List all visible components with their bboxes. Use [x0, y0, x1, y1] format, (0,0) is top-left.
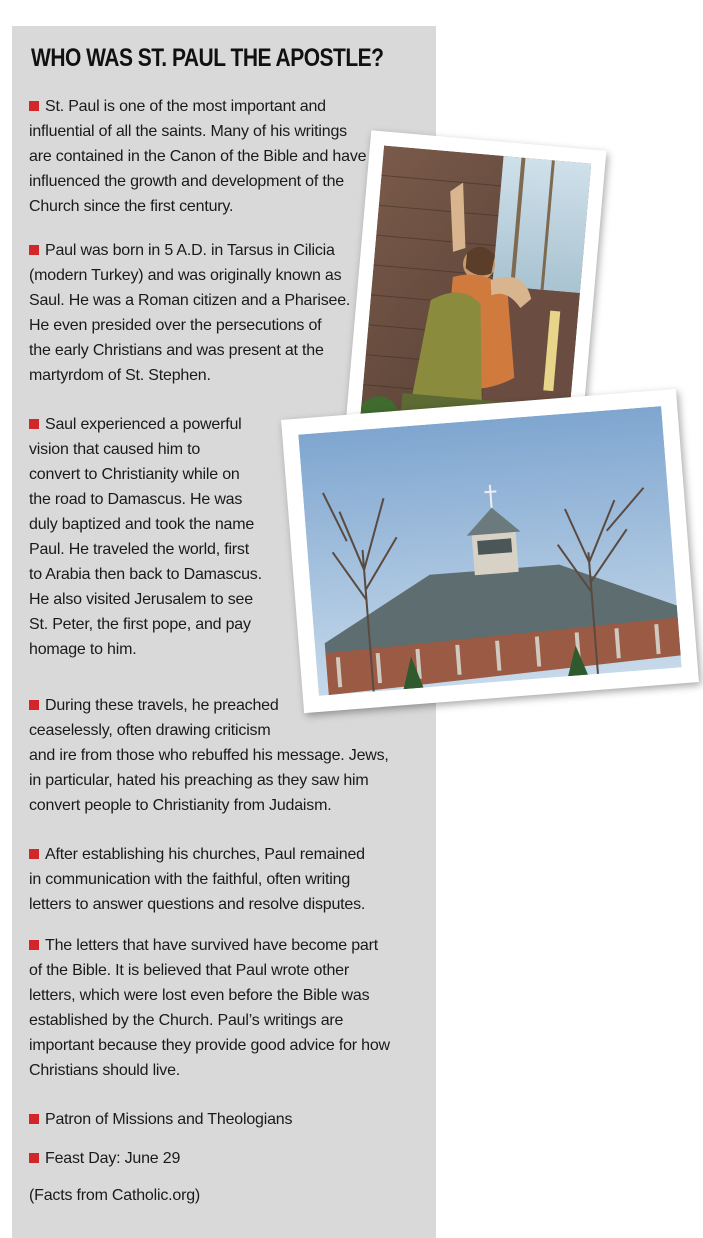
paragraph-line — [29, 363, 350, 388]
paragraph-line — [29, 462, 262, 487]
red-square-bullet-icon — [29, 1153, 39, 1163]
paragraph-line — [29, 892, 365, 917]
paragraph-text: in communication with the faithful, often writing — [29, 871, 351, 888]
paragraph-6 — [29, 933, 390, 1083]
paragraph-text: important because they provide good advice for how — [29, 1037, 390, 1054]
paragraph-text: established by the Church. Paul’s writings are — [29, 1012, 344, 1029]
paragraph-text: He also visited Jerusalem to see — [29, 591, 253, 608]
paragraph-9 — [29, 1183, 200, 1208]
paragraph-line — [29, 562, 262, 587]
red-square-bullet-icon — [29, 849, 39, 859]
paragraph-text: martyrdom of St. Stephen. — [29, 367, 211, 384]
paragraph-text: ceaselessly, often drawing criticism — [29, 722, 271, 739]
paragraph-line — [29, 1146, 180, 1171]
paragraph-4 — [29, 693, 389, 818]
red-square-bullet-icon — [29, 940, 39, 950]
paragraph-line — [29, 437, 262, 462]
paragraph-text: (modern Turkey) and was originally known as — [29, 267, 342, 284]
red-square-bullet-icon — [29, 101, 39, 111]
paragraph-text: Paul was born in 5 A.D. in Tarsus in Cilicia — [45, 242, 335, 259]
church-image — [298, 406, 681, 696]
paragraph-line — [29, 119, 366, 144]
paragraph-line — [29, 263, 350, 288]
paragraph-line — [29, 842, 365, 867]
paragraph-line — [29, 238, 350, 263]
paragraph-line — [29, 1058, 390, 1083]
paragraph-text: duly baptized and took the name — [29, 516, 255, 533]
paragraph-text: to Arabia then back to Damascus. — [29, 566, 262, 583]
article-title: WHO WAS ST. PAUL THE APOSTLE? — [31, 44, 384, 72]
paragraph-text: Saul experienced a powerful — [45, 416, 242, 433]
paragraph-text: During these travels, he preached — [45, 697, 279, 714]
paragraph-line — [29, 958, 390, 983]
paragraph-text: Saul. He was a Roman citizen and a Pharisee. — [29, 292, 351, 309]
paragraph-text: and ire from those who rebuffed his message. Jews, — [29, 747, 389, 764]
paragraph-line — [29, 313, 350, 338]
paragraph-text: the road to Damascus. He was — [29, 491, 243, 508]
paragraph-1 — [29, 94, 366, 219]
paragraph-line — [29, 933, 390, 958]
paragraph-text: Paul. He traveled the world, first — [29, 541, 249, 558]
paragraph-text: Christians should live. — [29, 1062, 181, 1079]
paragraph-5 — [29, 842, 365, 917]
red-square-bullet-icon — [29, 1114, 39, 1124]
paragraph-text: Church since the first century. — [29, 198, 234, 215]
paragraph-text: homage to him. — [29, 641, 137, 658]
paragraph-text: St. Peter, the first pope, and pay — [29, 616, 251, 633]
red-square-bullet-icon — [29, 419, 39, 429]
paragraph-text: (Facts from Catholic.org) — [29, 1187, 201, 1204]
paragraph-line — [29, 743, 389, 768]
paragraph-line — [29, 867, 365, 892]
paragraph-7 — [29, 1107, 292, 1132]
paragraph-line — [29, 793, 389, 818]
paragraph-text: influenced the growth and development of the — [29, 173, 344, 190]
paragraph-text: of the Bible. It is believed that Paul wrote other — [29, 962, 349, 979]
paragraph-line — [29, 537, 262, 562]
paragraph-line — [29, 94, 366, 119]
paragraph-text: letters, which were lost even before the Bible was — [29, 987, 370, 1004]
church-photo — [281, 389, 699, 713]
paragraph-line — [29, 1033, 390, 1058]
paragraph-line — [29, 512, 262, 537]
paragraph-line — [29, 637, 262, 662]
paragraph-line — [29, 612, 262, 637]
paragraph-line — [29, 1107, 292, 1132]
red-square-bullet-icon — [29, 245, 39, 255]
paragraph-text: influential of all the saints. Many of his writings — [29, 123, 347, 140]
paragraph-line — [29, 1008, 390, 1033]
paragraph-line — [29, 338, 350, 363]
paragraph-line — [29, 288, 350, 313]
paragraph-line — [29, 412, 262, 437]
paragraph-text: After establishing his churches, Paul remained — [45, 846, 365, 863]
paragraph-text: in particular, hated his preaching as they saw him — [29, 772, 369, 789]
paragraph-line — [29, 194, 366, 219]
paragraph-line — [29, 718, 389, 743]
paragraph-text: convert people to Christianity from Judaism. — [29, 797, 332, 814]
red-square-bullet-icon — [29, 700, 39, 710]
paragraph-line — [29, 169, 366, 194]
paragraph-text: He even presided over the persecutions of — [29, 317, 322, 334]
paragraph-3 — [29, 412, 262, 662]
paragraph-text: Patron of Missions and Theologians — [45, 1111, 293, 1128]
paragraph-8 — [29, 1146, 180, 1171]
paragraph-line — [29, 487, 262, 512]
paragraph-line — [29, 587, 262, 612]
paragraph-text: The letters that have survived have become part — [45, 937, 379, 954]
paragraph-line — [29, 768, 389, 793]
paragraph-text: St. Paul is one of the most important and — [45, 98, 326, 115]
paragraph-text: vision that caused him to — [29, 441, 201, 458]
paragraph-text: the early Christians and was present at the — [29, 342, 324, 359]
paragraph-line — [29, 144, 366, 169]
paragraph-line — [29, 1183, 200, 1208]
paragraph-2 — [29, 238, 350, 388]
paragraph-text: letters to answer questions and resolve disputes. — [29, 896, 366, 913]
paragraph-line — [29, 983, 390, 1008]
paragraph-text: Feast Day: June 29 — [45, 1150, 181, 1167]
paragraph-text: are contained in the Canon of the Bible and have — [29, 148, 367, 165]
paragraph-text: convert to Christianity while on — [29, 466, 240, 483]
